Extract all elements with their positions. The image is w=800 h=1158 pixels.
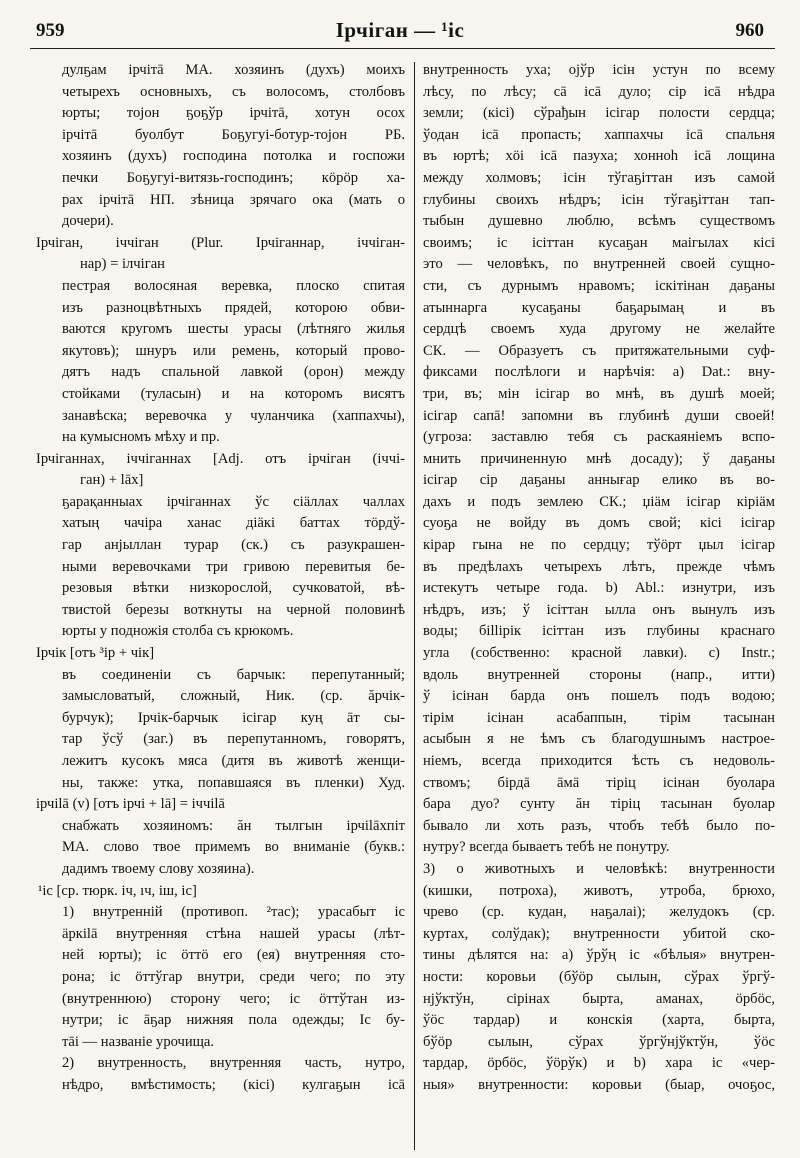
text-line: кірар гына не по сердцу; тўöрт џыл ісігар [423,537,775,554]
text-line: атыннарга кусаҕаны баҕарымаң и въ [423,299,775,316]
text-line: (кишки, потроха), животъ, утроба, брюхо, [423,882,775,899]
text-line: ган) + lāх] [80,472,144,489]
text-line: ней юрты); іс öттö его (ея) внутренняя сто- [62,947,405,964]
text-line: нјўктўн, сірінах бырта, аманах, öрбöс, [423,990,775,1007]
text-line: своимъ; іс ісіттан кусаҕан маігылах кісі [423,234,775,251]
text-line: стойками (туласын) и на которомъ висятъ [62,385,405,402]
text-line: чрево (ср. кудан, наҕалаі); желудокъ (ср. [423,904,775,921]
text-line: пестрая волосяная веревка, плоско спитая [62,277,405,294]
text-line: между холмовъ; ісін тўгаҕіттан изъ самой [423,169,775,186]
text-line: (угроза: заставлю тебя съ раскаяніемъ вспо- [423,429,775,446]
text-line: (внутреннюю) сторону чего; іс öттўтан из- [62,990,405,1007]
text-line: гар анјыллан турар (ск.) съ разукрашен- [62,537,405,554]
text-line: въ соединеніи съ барчык: перепутанный; [62,666,405,683]
right-column [423,60,775,1097]
text-line: хозяинъ (духъ) господина потолка и госпожи [62,148,405,165]
page-number-left: 959 [36,20,65,41]
text-line: ¹іс [ср. тюрк. іч, ıч, іш, іс] [38,882,197,899]
text-line: глубины своихъ нѣдръ; ісін тўгаҕіттан тап- [423,191,775,208]
text-line: дахъ и подъ землею СК.; џіäм ісігар кіріäм [423,493,775,510]
text-line: тыбын душевно люблю, всѣмъ существомъ [423,213,775,230]
text-line: угла (собственно: красной лавки). c) Instr.; [423,645,775,662]
text-line: резовыя вѣтки низкорослой, сучковатой, вѣ- [62,580,405,597]
text-line: въ предѣлахъ четырехъ лѣтъ, прежде чѣмъ [423,558,775,575]
text-line: 3) о животныхъ и человѣкѣ: внутренности [423,860,775,877]
text-line: дочери). [62,213,114,230]
text-line: Ірчіган, іччіган (Plur. Ірчіганнар, іччіган- [36,234,405,251]
text-line: лежитъ кусокъ мяса (дитя въ животѣ женщи- [62,753,405,769]
text-line: бывало ли хоть разъ, чтобъ тебѣ было по- [423,817,775,834]
text-line: нѣдро, вмѣстимость; (кісі) кулгаҕын ісā [62,1076,405,1093]
text-line: тардар, öрбöс, ўöрўк) и b) хара іс «чер- [423,1055,775,1072]
text-line: рах ірчітā НП. зѣница зрячаго ока (мать о [62,191,405,208]
left-column [30,60,405,1097]
column-divider [414,62,415,1150]
text-line: ваются кругомъ шесты урасы (лѣтняго жилья [62,321,405,338]
text-line: тāі — названіе урочища. [62,1033,215,1050]
text-line: внутренность уха; ојўр ісін устун по всему [423,62,775,78]
text-line: 2) внутренность, внутренняя часть, нутро, [62,1055,405,1072]
text-line: ўöс тардар) и конскія (харта, бырта, [423,1012,775,1029]
text-line: тар ўсў (заг.) въ перепутанномъ, говорятъ, [62,731,405,748]
page-header [30,16,770,46]
text-line: воды; біllірік ісіттан изъ глубины краснаго [423,623,775,640]
text-line: изъ разноцвѣтныхъ прядей, которою обви- [62,299,405,316]
text-line: рона; іс öттўгар внутри, среди чего; по эту [62,968,405,985]
text-line: въ юртѣ; хöі ісā пазуха; хонноһ ісā лощина [423,148,775,165]
text-line: нѣдръ, изъ; ў ісіттан ылла онъ вынулъ изъ [423,601,775,618]
text-line: замысловатый, сложный, Ник. (ср. ăрчік- [62,688,405,705]
text-line: бўöр сылын, сўрах ўргўнјўктўн, ўöс [423,1033,775,1050]
text-line: снабжать хозяиномъ: ăн тылгын ірчіlāхпіт [62,817,405,834]
text-line: дятъ надъ спальной лавкой (орон) между [62,364,405,381]
text-line: твистой березы воткнуты на черной половинѣ [62,601,405,618]
text-line: суоҕа не войду въ домъ свой; кісі ісігар [423,515,775,532]
text-line: ствомъ; бірдā āмā тіріц ісінан буолара [423,774,775,791]
text-line: земли; (кісі) сўрађын ісігар полости сердца; [423,105,775,122]
text-line: фиксами послѣлоги и нарѣчія: a) Dat.: вну- [423,364,775,381]
text-line: три, въ; мін ісігар во мнѣ, въ душѣ моей; [423,385,775,402]
text-line: 1) внутренній (противоп. ²тас); урасабыт іс [62,904,405,921]
text-line: это — человѣкъ, по внутренней своей сущно- [423,256,775,273]
text-line: асыбын я не ѣмъ съ благодушнымъ настрое- [423,731,775,748]
text-line: тірім ісінан асабаппын, тірім тасынан [423,709,775,726]
text-line: ісігар сір даҕаны аннығар елико въ во- [423,472,775,489]
text-line: бара дуо? сунту ăн тіріц тасынан буолар [423,796,775,813]
text-line: äркіlā внутренняя стѣна нашей урасы (лѣт- [62,925,405,942]
text-line: хатың чачіра ханас діäкі баттах тöрдў- [62,515,405,532]
text-line: куртах, солўдак); внутренности убитой ско- [423,925,775,942]
text-line: ны, также: утка, попавшаяся въ пленки) Худ. [62,774,405,791]
running-title: Ірчіган — ¹іс [335,18,465,42]
text-line: истекутъ четыре года. b) Abl.: изнутри, изъ [423,580,775,597]
text-line: ныя» внутренности: коровьи (быар, очоҕос, [423,1076,775,1093]
text-line: ісігар сапā! запомни въ глубинѣ души своей! [423,407,775,424]
text-line: юрты; тојон ҕоҕўр ірчітā, хотун осох [62,105,405,122]
text-line: ўодан ісā пропасть; хаппахчы ісā спальня [423,126,775,143]
text-line: лѣсу, по лѣсу; сā ісā дуло; сір ісā нѣдра [423,83,775,100]
text-line: нутри; іс āҕар нижняя пола одежды; Іс бу- [62,1012,405,1029]
text-line: ў ісінан барда онъ пошелъ подъ водою; [423,688,775,705]
text-line: печки Боҕугуі-витязь-господинъ; кöрöр ха- [62,169,405,186]
page-number-right: 960 [735,20,764,41]
text-line: четырехъ основныхъ, съ волосомъ, столбовъ [62,83,405,100]
text-line: ірчіlā (v) [отъ ірчі + lā] = іччіlā [36,796,225,813]
text-line: якутовъ); шнуръ или ремень, который прово- [62,342,405,359]
text-line: ірчітā буолбут Боҕугуі-ботур-тојон РБ. [62,126,405,143]
text-line: нутру? всегда бываетъ тебѣ не понутру. [423,839,670,856]
text-line: вдоль внутренней стороны (напр., итти) [423,666,775,683]
header-rule [30,48,775,49]
text-line: занавѣска; веревочка у чуланчика (хаппахчы), [62,407,405,424]
text-line: сердцѣ своемъ худа другому не желайте [423,321,775,338]
text-line: юрты у подножія столба съ крюкомъ. [62,623,294,640]
text-line: дадимъ твоему слову хозяина). [62,860,255,877]
text-line: мнить причиненную мнѣ досаду); ў даҕаны [423,450,775,467]
text-line: нар) = ілчіган [80,256,165,273]
text-line: бурчук); Ірчік-барчык ісігар куң āт сы- [62,709,405,726]
text-line: тины дѣлятся на: a) ўрўң іс «бѣлыя» внутрен- [423,947,775,964]
text-line: Ірчіганнах, іччіганнах [Adj. отъ ірчіган (іччі- [36,450,405,467]
text-line: ными веревочками три гривою перевитыя бе- [62,558,405,575]
text-line: на кумысномъ мѣху и пр. [62,429,220,446]
text-line: дулҕам ірчітā МА. хозяинъ (духъ) моихъ [62,62,405,78]
text-line: МА. слово твое примемъ во вниманіе (букв.: [62,839,405,856]
text-line: ҕарақанныах ірчіганнах ўс сіäллах чаллах [62,493,405,510]
text-line: ности: коровьи (бўöр сылын, сўрах ўргў- [423,968,775,985]
text-line: СК. — Образуетъ съ притяжательными суф- [423,342,775,359]
text-line: ніемъ, всегда приходится ѣсть съ недоволь- [423,753,775,769]
text-line: Ірчік [отъ ³ір + чік] [36,645,155,662]
text-line: сти, съ дурнымъ нравомъ; іскітінан даҕаны [423,277,775,294]
